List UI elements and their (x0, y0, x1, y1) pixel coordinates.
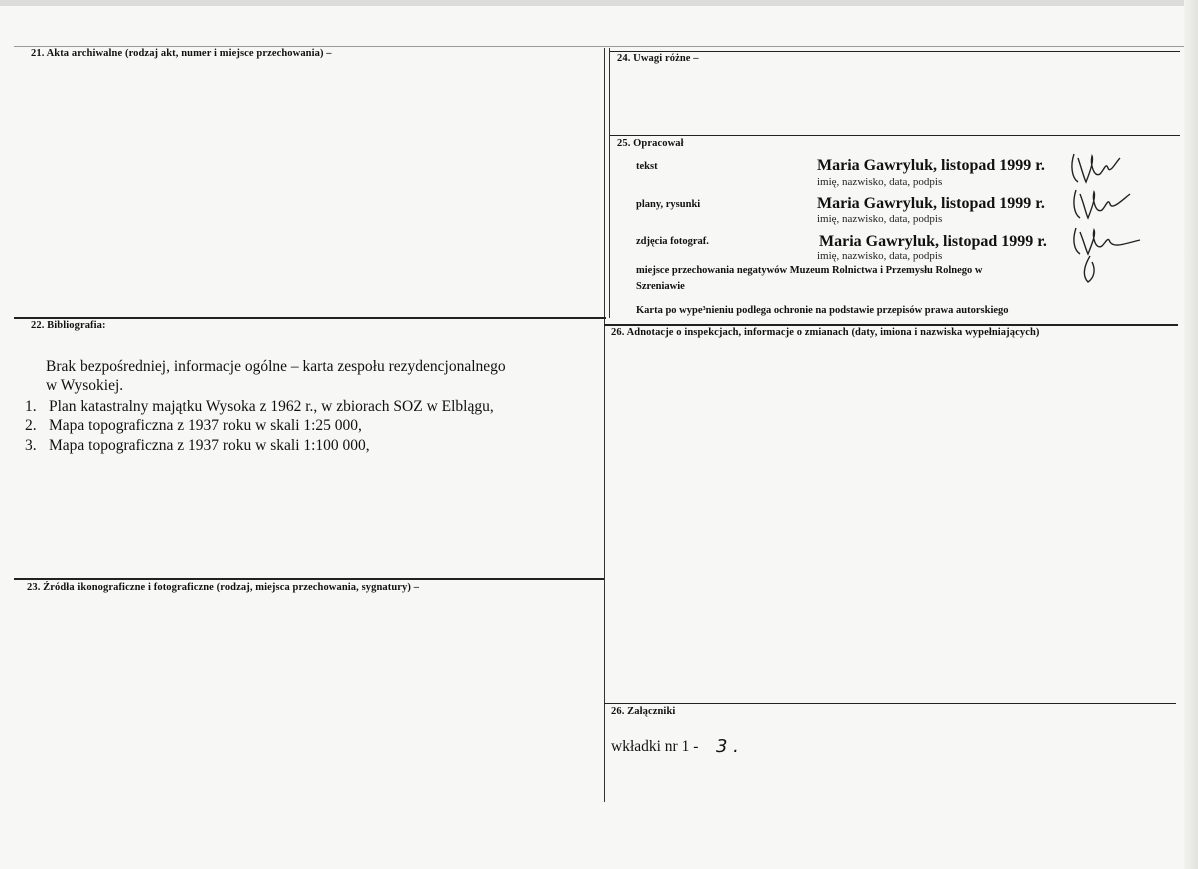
top-rule (14, 46, 1184, 47)
column-divider (604, 48, 605, 802)
negatives-label-text: miejsce przechowania negatywów (636, 265, 788, 276)
rule-26a (604, 324, 1178, 326)
attachments-handwritten-number: 3 . (716, 736, 739, 757)
scan-right-edge (1184, 0, 1198, 869)
bibliography-intro-line1: Brak bezpośredniej, informacje ogólne – karta zespołu rezydencjonalnego (46, 358, 506, 375)
rule-26b (604, 703, 1176, 704)
bibliography-item-1: Plan katastralny majątku Wysoka z 1962 r., w zbiorach SOZ w Elblągu, (49, 398, 494, 415)
author-name-text: Maria Gawryluk, listopad 1999 r. (817, 157, 1045, 174)
copyright-note: Karta po wype³nieniu podlega ochronie na podstawie przepisów prawa autorskiego (636, 305, 1009, 316)
section-25-label: 25. Opracował (617, 138, 684, 149)
section-26-attachments-label: 26. Załączniki (611, 706, 676, 717)
negatives-place-line1: Muzeum Rolnictwa i Przemysłu Rolnego w (789, 265, 983, 276)
bibliography-item-2-number: 2. (25, 417, 37, 434)
bibliography-item-1-number: 1. (25, 398, 37, 415)
section-24-label: 24. Uwagi różne – (617, 53, 699, 64)
column-divider-upper (609, 48, 610, 318)
author-role-photos: zdjęcia fotograf. (636, 236, 709, 247)
rule-25 (610, 135, 1180, 136)
author-role-plans: plany, rysunki (636, 199, 701, 210)
author-name-plans: Maria Gawryluk, listopad 1999 r. (817, 195, 1045, 212)
signature-2-icon (1064, 186, 1134, 226)
rule-24 (610, 51, 1180, 52)
section-23-label: 23. Źródła ikonograficzne i fotograficzne (rodzaj, miejsca przechowania, sygnatury) – (27, 582, 420, 593)
attachments-text: wkładki nr 1 - (611, 738, 699, 755)
author-role-text: tekst (636, 161, 658, 172)
section-21-label: 21. Akta archiwalne (rodzaj akt, numer i miejsce przechowania) – (31, 48, 332, 59)
negatives-place-line2: Szreniawie (636, 281, 685, 292)
negatives-label (636, 265, 982, 276)
rule-23 (14, 578, 604, 580)
scan-top-edge (0, 0, 1198, 6)
bibliography-item-3: Mapa topograficzna z 1937 roku w skali 1:100 000, (49, 437, 370, 454)
author-caption-photos: imię, nazwisko, data, podpis (817, 250, 943, 262)
author-name-photos: Maria Gawryluk, listopad 1999 r. (819, 233, 1047, 250)
bibliography-item-2: Mapa topograficzna z 1937 roku w skali 1:25 000, (49, 417, 362, 434)
section-22-label: 22. Bibliografia: (31, 320, 106, 331)
author-caption-text: imię, nazwisko, data, podpis (817, 176, 943, 188)
bibliography-item-3-number: 3. (25, 437, 37, 454)
section-26-annotations-label: 26. Adnotacje o inspekcjach, informacje o zmianach (daty, imiona i nazwiska wypełniających) (611, 327, 1040, 338)
signature-3-icon (1064, 222, 1144, 286)
rule-22 (14, 317, 606, 319)
author-caption-plans: imię, nazwisko, data, podpis (817, 213, 943, 225)
bibliography-intro-line2: w Wysokiej. (46, 377, 124, 394)
